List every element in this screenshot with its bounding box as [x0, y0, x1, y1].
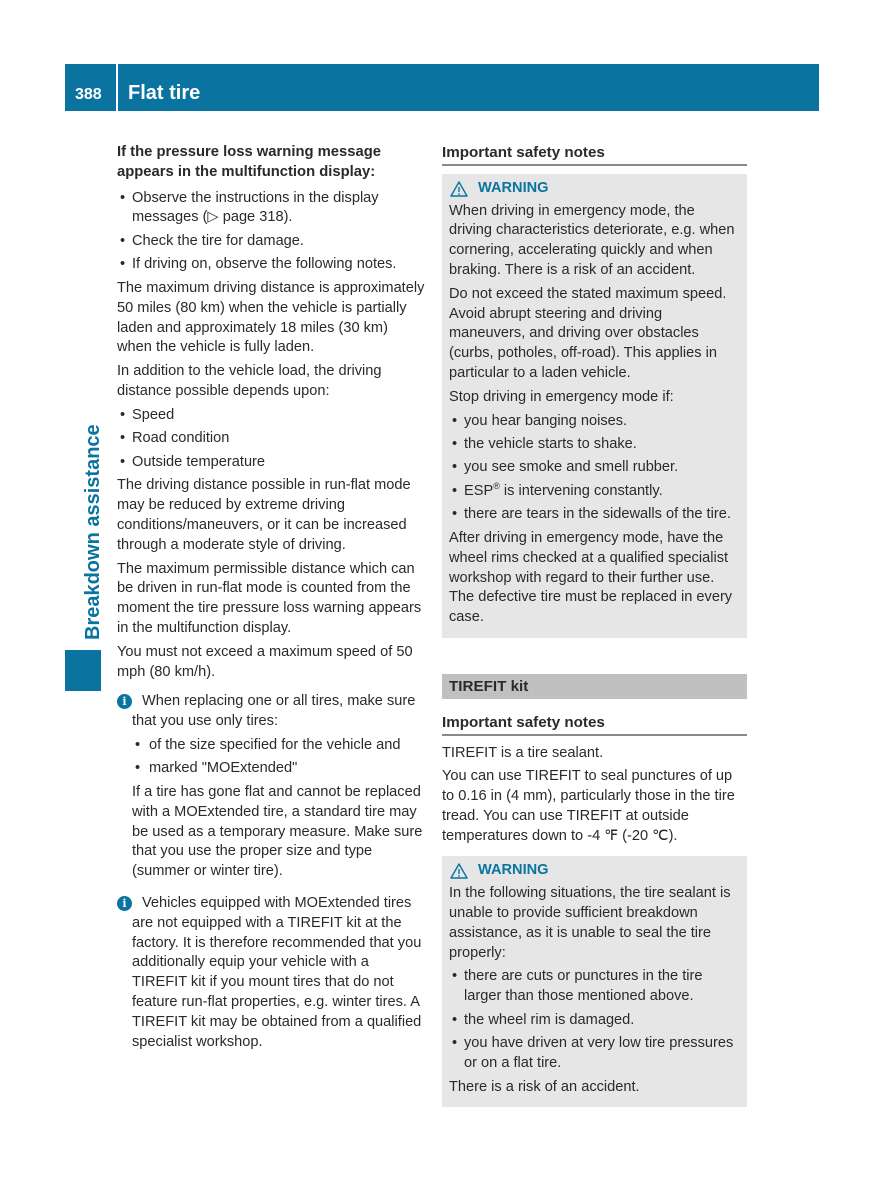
side-tab-marker — [65, 650, 101, 691]
warning-paragraph: Do not exceed the stated maximum speed. Avoid abrupt steering and driving maneuvers, and driving over obstacles (curbs, potholes, off-road). This applies in particular to a laden vehicle. — [449, 285, 727, 381]
section-bar-tirefit: TIREFIT kit — [442, 674, 747, 699]
list-item: • of the size specified for the vehicle and — [132, 736, 425, 756]
warning-box — [442, 174, 747, 638]
list-item: • you see smoke and smell rubber. — [449, 458, 740, 478]
paragraph: TIREFIT is a tire sealant. — [442, 744, 604, 761]
list-item: • marked "MOExtended" — [132, 759, 425, 779]
list-item: • the vehicle starts to shake. — [449, 435, 740, 455]
list-item: • Speed — [117, 406, 425, 426]
paragraph-depends: In addition to the vehicle load, the driving distance possible depends upon: — [117, 363, 382, 399]
warning-title: WARNING — [449, 861, 740, 881]
warning-paragraph: After driving in emergency mode, have the wheel rims checked at a qualified specialist workshop with regard to their further use. The defective tire must be replaced in every case. — [449, 529, 733, 626]
info-note-replacing — [117, 692, 425, 882]
warning-paragraph: In the following situations, the tire sealant is unable to provide sufficient breakdown assistance, as it is unable to seal the tire properly: — [449, 885, 731, 961]
list-item: • the wheel rim is damaged. — [449, 1011, 740, 1031]
tire-requirements-list — [132, 736, 425, 779]
warning-paragraph: Stop driving in emergency mode if: — [449, 388, 674, 405]
steps-list — [117, 189, 425, 275]
warning-paragraph: There is a risk of an accident. — [449, 1078, 640, 1095]
factors-list — [117, 406, 425, 473]
list-item: • there are cuts or punctures in the tire larger than those mentioned above. — [449, 967, 740, 1007]
list-item: • you hear banging noises. — [449, 412, 740, 432]
lead-heading: If the pressure loss warning message appears in the multifunction display: — [117, 144, 381, 180]
list-item: • Outside temperature — [117, 453, 425, 473]
list-item: • Observe the instructions in the display messages (▷ page 318). — [117, 189, 425, 229]
warning-paragraph: When driving in emergency mode, the driving characteristics deteriorate, e.g. when cornering, accelerating quickly and when braking. There is a risk of an accident. — [449, 202, 735, 278]
info-note-tirefit — [117, 894, 425, 1052]
warning-box — [442, 856, 747, 1107]
side-tab-label: Breakdown assistance — [82, 424, 104, 640]
list-item: • you have driven at very low tire pressures or on a flat tire. — [449, 1034, 740, 1074]
stop-conditions-list — [449, 412, 740, 525]
warning-triangle-icon — [450, 181, 468, 197]
list-item: • Check the tire for damage. — [117, 232, 425, 252]
list-item: • If driving on, observe the following notes. — [117, 255, 425, 275]
paragraph-distance: The maximum driving distance is approximately 50 miles (80 km) when the vehicle is partially laden and approximately 18 miles (30 km) when the vehicle is fully laden. — [117, 279, 425, 356]
warning-triangle-icon — [450, 863, 468, 879]
list-item: • Road condition — [117, 429, 425, 449]
info-text: Vehicles equipped with MOExtended tires are not equipped with a TIREFIT kit at the factory. It is therefore recommended that you additionally equip your vehicle with a TIREFIT kit if you mount tires that do not feature run-flat properties, e.g. winter tires. A TIREFIT kit may be obtained from a qualified specialist workshop. — [132, 895, 422, 1050]
info-followup: If a tire has gone flat and cannot be replaced with a MOExtended tire, a standard tire may be used as a temporary measure. Make sure that you use the proper size and type (summer or winter tire). — [132, 784, 423, 880]
list-item: • ESP® is intervening constantly. — [449, 482, 740, 502]
page-number: 388 — [75, 86, 102, 103]
sealant-limits-list — [449, 967, 740, 1073]
page-title: Flat tire — [128, 82, 201, 104]
info-icon: i — [117, 896, 132, 911]
paragraph-runflat: The driving distance possible in run-flat mode may be reduced by extreme driving conditions/maneuvers, or it can be increased through a moderate style of driving. — [117, 477, 411, 553]
warning-title: WARNING — [449, 179, 740, 199]
right-column — [442, 143, 747, 1117]
paragraph-counted: The maximum permissible distance which can be driven in run-flat mode is counted from the moment the tire pressure loss warning appears in the multifunction display. — [117, 560, 422, 636]
section-heading: Important safety notes — [442, 713, 747, 736]
info-text: When replacing one or all tires, make sure that you use only tires: — [132, 693, 416, 730]
section-heading: Important safety notes — [442, 143, 747, 166]
paragraph-speed: You must not exceed a maximum speed of 50 mph (80 km/h). — [117, 643, 413, 680]
list-item: • there are tears in the sidewalls of the tire. — [449, 505, 740, 525]
paragraph: You can use TIREFIT to seal punctures of up to 0.16 in (4 mm), particularly those in the tire tread. You can use TIREFIT at outside temperatures down to -4 ℉ (-20 ℃). — [442, 768, 735, 844]
info-icon: i — [117, 694, 132, 709]
page-header — [65, 64, 819, 111]
left-column — [117, 143, 425, 1060]
header-divider — [116, 64, 118, 111]
